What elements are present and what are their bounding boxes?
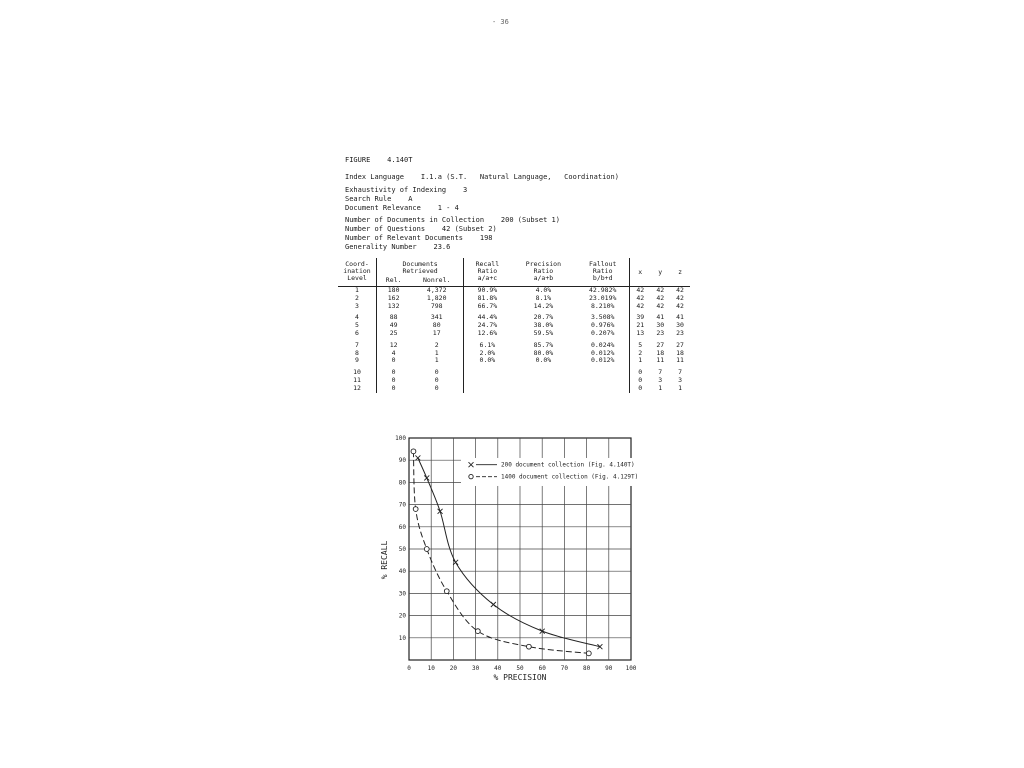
cell-relevant: 0 — [377, 357, 411, 365]
number-of-questions: Number of Questions 42 (Subset 2) — [345, 225, 497, 233]
cell-nonrelevant: 341 — [430, 313, 443, 322]
point-x-marker — [453, 560, 458, 565]
header-nonrelevant: Nonrel. — [410, 277, 463, 287]
cell-nonrelevant: 17 — [432, 328, 441, 337]
series-line-200-docs — [418, 458, 600, 647]
table-row — [338, 377, 690, 385]
cell-relevant: 49 — [377, 322, 411, 330]
cell-precision: 14.2% — [533, 301, 554, 310]
header-documents-retrieved: Documents Retrieved — [377, 258, 464, 277]
point-x-marker — [438, 509, 443, 514]
cell-level: 7 — [355, 340, 359, 349]
cell-relevant: 0 — [377, 385, 411, 393]
y-tick-label: 50 — [398, 546, 406, 553]
x-tick-label: 90 — [605, 665, 613, 672]
cell-y: 30 — [656, 321, 665, 330]
table-header-row — [338, 258, 690, 277]
cell-x: 5 — [630, 342, 651, 350]
cell-x: 42 — [630, 287, 651, 295]
cell-z: 27 — [676, 340, 684, 349]
cell-precision: 8.1% — [535, 293, 552, 302]
header-relevant: Rel. — [377, 277, 411, 287]
point-x-marker — [491, 602, 496, 607]
cell-relevant: 132 — [377, 303, 411, 311]
cell-level: 4 — [355, 313, 359, 322]
cell-level: 3 — [355, 301, 359, 310]
cell-z: 7 — [678, 368, 683, 377]
cell-z: 42 — [676, 301, 684, 310]
cell-recall: 6.1% — [464, 342, 511, 350]
y-tick-label: 80 — [398, 479, 406, 487]
cell-level: 10 — [353, 368, 361, 377]
point-o-marker — [424, 547, 429, 552]
x-tick-label: 100 — [625, 665, 637, 672]
cell-x: 39 — [630, 314, 651, 322]
x-axis-label: % PRECISION — [493, 673, 547, 682]
number-of-relevant-documents: Number of Relevant Documents 198 — [345, 234, 493, 242]
cell-nonrelevant: 0 — [434, 375, 439, 384]
x-tick-label: 30 — [471, 665, 480, 672]
generality-number: Generality Number 23.6 — [345, 243, 451, 251]
cell-z: 18 — [676, 348, 684, 357]
cell-level: 9 — [355, 356, 359, 365]
cell-precision: 20.7% — [533, 313, 554, 322]
cell-precision: 38.0% — [533, 321, 554, 330]
cell-relevant: 162 — [377, 295, 411, 303]
cell-relevant: 0 — [377, 377, 411, 385]
header-y: y — [650, 258, 670, 287]
point-o-marker — [444, 589, 449, 594]
legend-o-glyph — [469, 474, 473, 478]
cell-recall: 90.9% — [464, 287, 511, 295]
table-row — [338, 357, 690, 365]
cell-z: 1 — [678, 383, 683, 392]
point-x-marker — [424, 475, 429, 480]
cell-y: 41 — [656, 313, 665, 322]
cell-fallout: 23.019% — [589, 293, 617, 302]
cell-y: 3 — [658, 375, 663, 384]
cell-level: 1 — [355, 286, 359, 294]
cell-relevant: 0 — [377, 369, 411, 377]
exhaustivity-of-indexing: Exhaustivity of Indexing 3 — [345, 186, 468, 194]
cell-precision — [511, 369, 577, 377]
cell-nonrelevant: 0 — [434, 383, 439, 392]
x-tick-label: 10 — [427, 665, 435, 672]
x-tick-label: 70 — [560, 665, 569, 672]
cell-x: 42 — [630, 295, 651, 303]
point-x-marker — [415, 455, 420, 460]
y-tick-label: 10 — [398, 634, 406, 642]
cell-x: 13 — [630, 330, 651, 338]
cell-nonrelevant: 1 — [434, 356, 439, 365]
cell-fallout: 42.982% — [589, 286, 617, 294]
cell-z: 3 — [678, 375, 683, 384]
cell-y: 42 — [656, 293, 665, 302]
search-rule: Search Rule A — [345, 195, 413, 203]
cell-z: 42 — [676, 286, 684, 294]
header-precision-ratio: Precision Ratio a/a+b — [511, 258, 577, 287]
cell-fallout: 0.012% — [590, 348, 615, 357]
header-z: z — [670, 258, 690, 287]
cell-fallout — [576, 369, 629, 377]
cell-fallout: 0.207% — [590, 328, 615, 337]
cell-relevant: 88 — [377, 314, 411, 322]
cell-level: 12 — [353, 383, 361, 392]
cell-precision: 59.5% — [533, 328, 554, 337]
cell-level: 8 — [355, 348, 359, 357]
cell-x: 0 — [630, 369, 651, 377]
cell-nonrelevant: 798 — [430, 301, 443, 310]
cell-y: 42 — [656, 286, 665, 294]
cell-level: 2 — [355, 293, 359, 302]
cell-recall: 0.0% — [464, 357, 511, 365]
cell-recall: 44.4% — [464, 314, 511, 322]
cell-nonrelevant: 0 — [434, 368, 439, 377]
cell-z: 23 — [676, 328, 684, 337]
point-o-marker — [475, 629, 480, 634]
table-row — [338, 369, 690, 377]
point-o-marker — [413, 507, 418, 512]
header-fallout-ratio: Fallout Ratio b/b+d — [576, 258, 629, 287]
x-tick-label: 80 — [582, 665, 591, 672]
cell-precision: 80.0% — [533, 348, 554, 357]
document-relevance: Document Relevance 1 - 4 — [345, 204, 459, 212]
cell-fallout: 3.508% — [590, 313, 615, 322]
cell-y: 11 — [656, 356, 665, 365]
cell-fallout: 0.024% — [590, 340, 615, 349]
cell-x: 21 — [630, 322, 651, 330]
cell-relevant: 4 — [377, 350, 411, 358]
cell-nonrelevant: 80 — [432, 321, 441, 330]
cell-y: 7 — [658, 368, 663, 377]
cell-nonrelevant: 1,820 — [426, 293, 447, 302]
page-number: - 36 — [492, 18, 509, 26]
cell-nonrelevant: 2 — [434, 340, 439, 349]
cell-precision: 0.0% — [535, 356, 552, 365]
cell-z: 30 — [676, 321, 684, 330]
cell-recall — [464, 369, 511, 377]
cell-precision — [511, 385, 577, 393]
table-row — [338, 303, 690, 311]
cell-x: 2 — [630, 350, 651, 358]
header-coordination-level: Coord- ination Level — [338, 258, 377, 287]
cell-recall: 12.6% — [464, 330, 511, 338]
header-x: x — [630, 258, 651, 287]
y-tick-label: 90 — [398, 457, 406, 465]
y-tick-label: 30 — [398, 590, 406, 598]
x-tick-label: 20 — [449, 665, 458, 672]
x-tick-label: 50 — [516, 665, 524, 672]
y-tick-label: 70 — [398, 501, 406, 509]
cell-nonrelevant: 1 — [434, 348, 439, 357]
chart-legend — [461, 458, 638, 486]
cell-recall: 81.8% — [464, 295, 511, 303]
x-tick-label: 40 — [494, 665, 502, 672]
cell-y: 42 — [656, 301, 665, 310]
cell-fallout: 0.012% — [590, 356, 615, 365]
point-o-marker — [526, 644, 531, 649]
table-body — [338, 287, 690, 393]
cell-x: 0 — [630, 385, 651, 393]
cell-recall — [464, 385, 511, 393]
y-tick-label: 40 — [398, 568, 406, 576]
x-tick-label: 0 — [407, 665, 411, 672]
cell-precision: 85.7% — [533, 340, 554, 349]
cell-recall — [464, 377, 511, 385]
cell-fallout: 0.976% — [590, 321, 615, 330]
cell-y: 23 — [656, 328, 665, 337]
results-table-box — [338, 258, 690, 414]
cell-precision — [511, 377, 577, 385]
cell-fallout: 8.210% — [590, 301, 615, 310]
cell-relevant: 12 — [377, 342, 411, 350]
legend-label: 1400 document collection (Fig. 4.129T) — [501, 473, 639, 481]
table-row — [338, 350, 690, 358]
cell-recall: 2.0% — [464, 350, 511, 358]
cell-level: 11 — [353, 375, 361, 384]
cell-y: 1 — [658, 383, 663, 392]
cell-y: 27 — [656, 340, 665, 349]
figure-label: FIGURE 4.140T — [345, 156, 413, 164]
cell-z: 41 — [676, 313, 684, 322]
cell-precision: 4.0% — [535, 286, 552, 294]
cell-relevant: 180 — [377, 287, 411, 295]
point-o-marker — [586, 651, 591, 656]
y-tick-label: 100 — [395, 435, 406, 442]
x-tick-label: 60 — [538, 665, 546, 672]
index-language: Index Language I.1.a (S.T. Natural Language, Coordination) — [345, 173, 619, 181]
cell-z: 42 — [676, 293, 684, 302]
header-recall-ratio: Recall Ratio a/a+c — [464, 258, 511, 287]
cell-z: 11 — [676, 356, 684, 365]
table-row — [338, 385, 690, 393]
cell-y: 18 — [656, 348, 665, 357]
cell-relevant: 25 — [377, 330, 411, 338]
number-of-documents: Number of Documents in Collection 200 (Subset 1) — [345, 216, 560, 224]
results-table — [338, 258, 690, 393]
cell-x: 0 — [630, 377, 651, 385]
cell-recall: 24.7% — [464, 322, 511, 330]
table-row — [338, 330, 690, 338]
cell-level: 5 — [355, 321, 359, 330]
y-tick-label: 20 — [398, 612, 406, 620]
point-o-marker — [411, 449, 416, 454]
cell-x: 1 — [630, 357, 651, 365]
cell-recall: 66.7% — [464, 303, 511, 311]
cell-fallout — [576, 377, 629, 385]
cell-level: 6 — [355, 328, 359, 337]
legend-label: 200 document collection (Fig. 4.140T) — [501, 461, 635, 469]
y-tick-label: 60 — [398, 523, 406, 531]
cell-x: 42 — [630, 303, 651, 311]
y-axis-label: % RECALL — [380, 540, 389, 580]
cell-nonrelevant: 4,372 — [426, 286, 447, 294]
table-row — [338, 342, 690, 350]
cell-fallout — [576, 385, 629, 393]
recall-precision-chart — [376, 432, 646, 684]
